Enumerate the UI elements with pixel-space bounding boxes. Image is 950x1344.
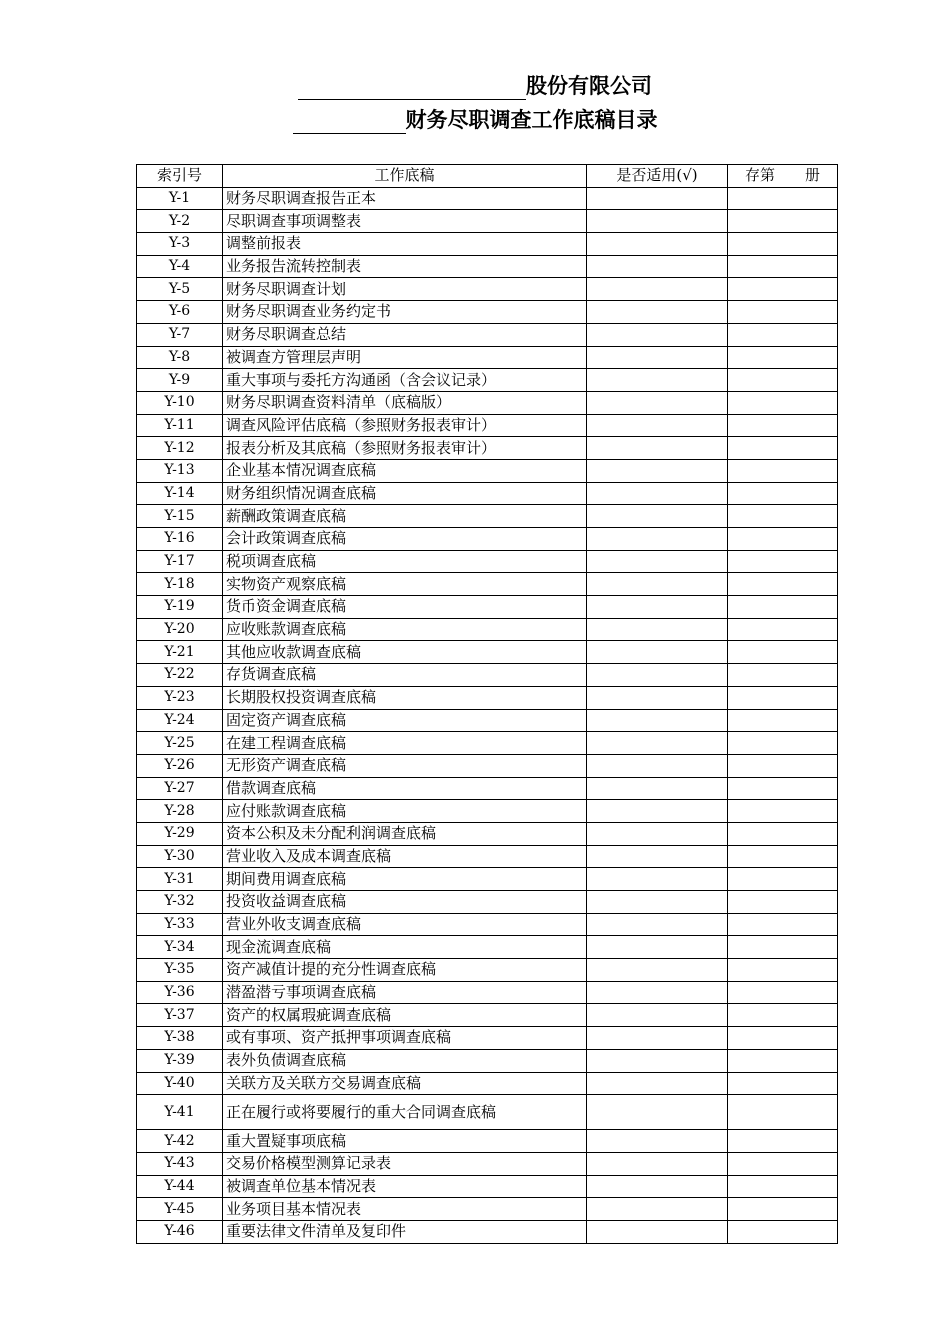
row-workpaper-cell: 财务尽职调查业务约定书 [223,301,587,324]
table-row [137,959,838,982]
row-applicable-cell[interactable] [587,709,728,732]
row-index-cell: Y-23 [137,686,223,709]
row-applicable-cell[interactable] [587,482,728,505]
header-workpaper: 工作底稿 [223,165,587,188]
row-applicable-cell[interactable] [587,800,728,823]
table-row [137,369,838,392]
row-applicable-cell[interactable] [587,369,728,392]
row-applicable-cell[interactable] [587,459,728,482]
table-row [137,709,838,732]
row-volume-cell[interactable] [728,959,838,982]
table-row [137,233,838,256]
row-workpaper-cell: 期间费用调查底稿 [223,868,587,891]
row-workpaper-cell: 资本公积及未分配利润调查底稿 [223,822,587,845]
row-workpaper-cell: 重大置疑事项底稿 [223,1130,587,1153]
row-index-cell: Y-14 [137,482,223,505]
row-workpaper-cell: 其他应收款调查底稿 [223,641,587,664]
table-row [137,1049,838,1072]
title-company-suffix: 股份有限公司 [526,74,652,98]
row-applicable-cell[interactable] [587,210,728,233]
row-index-cell: Y-11 [137,414,223,437]
row-index-cell: Y-41 [137,1095,223,1130]
row-workpaper-cell: 财务尽职调查报告正本 [223,187,587,210]
row-applicable-cell[interactable] [587,732,728,755]
row-volume-cell[interactable] [728,391,838,414]
table-row [137,822,838,845]
row-index-cell: Y-18 [137,573,223,596]
row-applicable-cell[interactable] [587,596,728,619]
row-applicable-cell[interactable] [587,754,728,777]
row-volume-cell[interactable] [728,1027,838,1050]
row-applicable-cell[interactable] [587,391,728,414]
row-volume-cell[interactable] [728,777,838,800]
row-volume-cell[interactable] [728,1220,838,1243]
row-volume-cell[interactable] [728,278,838,301]
table-row [137,1027,838,1050]
row-workpaper-cell: 营业收入及成本调查底稿 [223,845,587,868]
row-applicable-cell[interactable] [587,1130,728,1153]
row-volume-cell[interactable] [728,323,838,346]
row-index-cell: Y-12 [137,437,223,460]
row-index-cell: Y-33 [137,913,223,936]
row-index-cell: Y-1 [137,187,223,210]
title-line-company [0,70,950,100]
row-volume-cell[interactable] [728,414,838,437]
table-row [137,936,838,959]
row-volume-cell[interactable] [728,437,838,460]
row-volume-cell[interactable] [728,1004,838,1027]
row-volume-cell[interactable] [728,505,838,528]
row-index-cell: Y-20 [137,618,223,641]
table-row [137,732,838,755]
row-volume-cell[interactable] [728,732,838,755]
row-applicable-cell[interactable] [587,891,728,914]
row-workpaper-cell: 业务报告流转控制表 [223,255,587,278]
table-row [137,1004,838,1027]
row-workpaper-cell: 营业外收支调查底稿 [223,913,587,936]
header-applicable: 是否适用(√) [587,165,728,188]
table-row [137,346,838,369]
row-index-cell: Y-10 [137,391,223,414]
row-volume-cell[interactable] [728,346,838,369]
row-applicable-cell[interactable] [587,664,728,687]
table-row [137,505,838,528]
row-volume-cell[interactable] [728,1152,838,1175]
row-workpaper-cell: 企业基本情况调查底稿 [223,459,587,482]
row-workpaper-cell: 借款调查底稿 [223,777,587,800]
row-volume-cell[interactable] [728,754,838,777]
row-volume-cell[interactable] [728,1175,838,1198]
row-workpaper-cell: 薪酬政策调查底稿 [223,505,587,528]
row-volume-cell[interactable] [728,459,838,482]
row-workpaper-cell: 资产的权属瑕疵调查底稿 [223,1004,587,1027]
row-index-cell: Y-7 [137,323,223,346]
row-volume-cell[interactable] [728,301,838,324]
row-index-cell: Y-27 [137,777,223,800]
table-row [137,437,838,460]
row-index-cell: Y-9 [137,369,223,392]
row-index-cell: Y-22 [137,664,223,687]
table-row [137,664,838,687]
row-workpaper-cell: 业务项目基本情况表 [223,1198,587,1221]
row-workpaper-cell: 现金流调查底稿 [223,936,587,959]
row-index-cell: Y-35 [137,959,223,982]
row-applicable-cell[interactable] [587,187,728,210]
row-index-cell: Y-17 [137,550,223,573]
row-workpaper-cell: 调整前报表 [223,233,587,256]
row-index-cell: Y-21 [137,641,223,664]
row-applicable-cell[interactable] [587,1175,728,1198]
table-row [137,391,838,414]
header-volume: 存第 册 [728,165,838,188]
row-index-cell: Y-42 [137,1130,223,1153]
row-workpaper-cell: 在建工程调查底稿 [223,732,587,755]
table-row [137,981,838,1004]
row-volume-cell[interactable] [728,1072,838,1095]
row-applicable-cell[interactable] [587,278,728,301]
row-applicable-cell[interactable] [587,641,728,664]
row-volume-cell[interactable] [728,936,838,959]
table-row [137,913,838,936]
header-index: 索引号 [137,165,223,188]
table-row [137,1152,838,1175]
row-workpaper-cell: 应收账款调查底稿 [223,618,587,641]
row-workpaper-cell: 交易价格模型测算记录表 [223,1152,587,1175]
row-index-cell: Y-37 [137,1004,223,1027]
row-index-cell: Y-31 [137,868,223,891]
row-applicable-cell[interactable] [587,959,728,982]
row-volume-cell[interactable] [728,686,838,709]
row-volume-cell[interactable] [728,868,838,891]
row-volume-cell[interactable] [728,891,838,914]
row-workpaper-cell: 会计政策调查底稿 [223,528,587,551]
row-workpaper-cell: 正在履行或将要履行的重大合同调查底稿 [223,1095,587,1130]
row-workpaper-cell: 尽职调查事项调整表 [223,210,587,233]
row-workpaper-cell: 或有事项、资产抵押事项调查底稿 [223,1027,587,1050]
row-workpaper-cell: 被调查单位基本情况表 [223,1175,587,1198]
row-volume-cell[interactable] [728,800,838,823]
company-name-blank[interactable] [298,79,526,100]
project-name-blank[interactable] [293,113,406,134]
row-applicable-cell[interactable] [587,1049,728,1072]
table-row [137,187,838,210]
row-index-cell: Y-19 [137,596,223,619]
row-applicable-cell[interactable] [587,573,728,596]
row-index-cell: Y-6 [137,301,223,324]
row-workpaper-cell: 固定资产调查底稿 [223,709,587,732]
table-row [137,414,838,437]
table-row [137,459,838,482]
row-index-cell: Y-4 [137,255,223,278]
table-row [137,255,838,278]
row-index-cell: Y-44 [137,1175,223,1198]
row-applicable-cell[interactable] [587,981,728,1004]
table-row [137,686,838,709]
row-applicable-cell[interactable] [587,686,728,709]
table-row [137,777,838,800]
row-workpaper-cell: 财务尽职调查计划 [223,278,587,301]
row-volume-cell[interactable] [728,573,838,596]
row-volume-cell[interactable] [728,641,838,664]
row-volume-cell[interactable] [728,210,838,233]
table-row [137,323,838,346]
row-index-cell: Y-28 [137,800,223,823]
row-workpaper-cell: 潜盈潜亏事项调查底稿 [223,981,587,1004]
table-row [137,550,838,573]
row-workpaper-cell: 无形资产调查底稿 [223,754,587,777]
row-applicable-cell[interactable] [587,505,728,528]
row-workpaper-cell: 资产减值计提的充分性调查底稿 [223,959,587,982]
row-workpaper-cell: 表外负债调查底稿 [223,1049,587,1072]
row-workpaper-cell: 报表分析及其底稿（参照财务报表审计） [223,437,587,460]
row-applicable-cell[interactable] [587,777,728,800]
table-row [137,1175,838,1198]
row-applicable-cell[interactable] [587,528,728,551]
row-applicable-cell[interactable] [587,822,728,845]
row-volume-cell[interactable] [728,845,838,868]
row-volume-cell[interactable] [728,528,838,551]
table-row [137,1130,838,1153]
row-index-cell: Y-2 [137,210,223,233]
row-volume-cell[interactable] [728,369,838,392]
row-workpaper-cell: 调查风险评估底稿（参照财务报表审计） [223,414,587,437]
row-index-cell: Y-46 [137,1220,223,1243]
row-applicable-cell[interactable] [587,1027,728,1050]
workpaper-catalog-table [136,164,838,1244]
table-row [137,618,838,641]
row-applicable-cell[interactable] [587,1198,728,1221]
row-index-cell: Y-29 [137,822,223,845]
table-row [137,641,838,664]
row-index-cell: Y-24 [137,709,223,732]
row-index-cell: Y-26 [137,754,223,777]
row-volume-cell[interactable] [728,1049,838,1072]
title-line-catalog [0,104,950,134]
row-workpaper-cell: 货币资金调查底稿 [223,596,587,619]
table-row [137,1095,838,1130]
row-index-cell: Y-32 [137,891,223,914]
row-applicable-cell[interactable] [587,437,728,460]
table-header-row [137,165,838,188]
row-volume-cell[interactable] [728,822,838,845]
row-volume-cell[interactable] [728,1198,838,1221]
row-applicable-cell[interactable] [587,913,728,936]
table-row [137,1072,838,1095]
row-volume-cell[interactable] [728,233,838,256]
row-index-cell: Y-39 [137,1049,223,1072]
table-row [137,800,838,823]
row-applicable-cell[interactable] [587,1072,728,1095]
title-catalog-text: 财务尽职调查工作底稿目录 [405,108,658,132]
row-applicable-cell[interactable] [587,868,728,891]
table-row [137,754,838,777]
row-index-cell: Y-45 [137,1198,223,1221]
row-workpaper-cell: 实物资产观察底稿 [223,573,587,596]
table-row [137,573,838,596]
table-row [137,596,838,619]
row-volume-cell[interactable] [728,1130,838,1153]
row-volume-cell[interactable] [728,482,838,505]
table-row [137,891,838,914]
row-workpaper-cell: 财务尽职调查资料清单（底稿版） [223,391,587,414]
row-applicable-cell[interactable] [587,1220,728,1243]
row-workpaper-cell: 财务组织情况调查底稿 [223,482,587,505]
row-index-cell: Y-40 [137,1072,223,1095]
row-index-cell: Y-25 [137,732,223,755]
row-workpaper-cell: 存货调查底稿 [223,664,587,687]
row-applicable-cell[interactable] [587,1152,728,1175]
row-applicable-cell[interactable] [587,301,728,324]
row-index-cell: Y-38 [137,1027,223,1050]
row-index-cell: Y-5 [137,278,223,301]
row-volume-cell[interactable] [728,1095,838,1130]
row-volume-cell[interactable] [728,664,838,687]
row-applicable-cell[interactable] [587,845,728,868]
row-volume-cell[interactable] [728,913,838,936]
row-workpaper-cell: 关联方及关联方交易调查底稿 [223,1072,587,1095]
row-applicable-cell[interactable] [587,618,728,641]
row-volume-cell[interactable] [728,618,838,641]
row-index-cell: Y-13 [137,459,223,482]
row-volume-cell[interactable] [728,187,838,210]
row-workpaper-cell: 长期股权投资调查底稿 [223,686,587,709]
row-applicable-cell[interactable] [587,255,728,278]
row-applicable-cell[interactable] [587,1004,728,1027]
row-applicable-cell[interactable] [587,550,728,573]
row-applicable-cell[interactable] [587,323,728,346]
table-row [137,528,838,551]
row-workpaper-cell: 税项调查底稿 [223,550,587,573]
row-workpaper-cell: 重要法律文件清单及复印件 [223,1220,587,1243]
table-row [137,1220,838,1243]
row-volume-cell[interactable] [728,550,838,573]
row-workpaper-cell: 重大事项与委托方沟通函（含会议记录） [223,369,587,392]
row-volume-cell[interactable] [728,255,838,278]
row-applicable-cell[interactable] [587,936,728,959]
table-row [137,868,838,891]
row-applicable-cell[interactable] [587,414,728,437]
row-index-cell: Y-16 [137,528,223,551]
row-applicable-cell[interactable] [587,1095,728,1130]
row-index-cell: Y-3 [137,233,223,256]
row-applicable-cell[interactable] [587,233,728,256]
row-volume-cell[interactable] [728,596,838,619]
row-index-cell: Y-15 [137,505,223,528]
row-workpaper-cell: 应付账款调查底稿 [223,800,587,823]
row-index-cell: Y-30 [137,845,223,868]
row-index-cell: Y-8 [137,346,223,369]
row-workpaper-cell: 投资收益调查底稿 [223,891,587,914]
table-row [137,210,838,233]
row-volume-cell[interactable] [728,709,838,732]
row-index-cell: Y-36 [137,981,223,1004]
row-applicable-cell[interactable] [587,346,728,369]
table-row [137,278,838,301]
row-workpaper-cell: 被调查方管理层声明 [223,346,587,369]
table-row [137,845,838,868]
row-index-cell: Y-43 [137,1152,223,1175]
table-row [137,1198,838,1221]
table-row [137,482,838,505]
row-volume-cell[interactable] [728,981,838,1004]
row-index-cell: Y-34 [137,936,223,959]
row-workpaper-cell: 财务尽职调查总结 [223,323,587,346]
table-row [137,301,838,324]
